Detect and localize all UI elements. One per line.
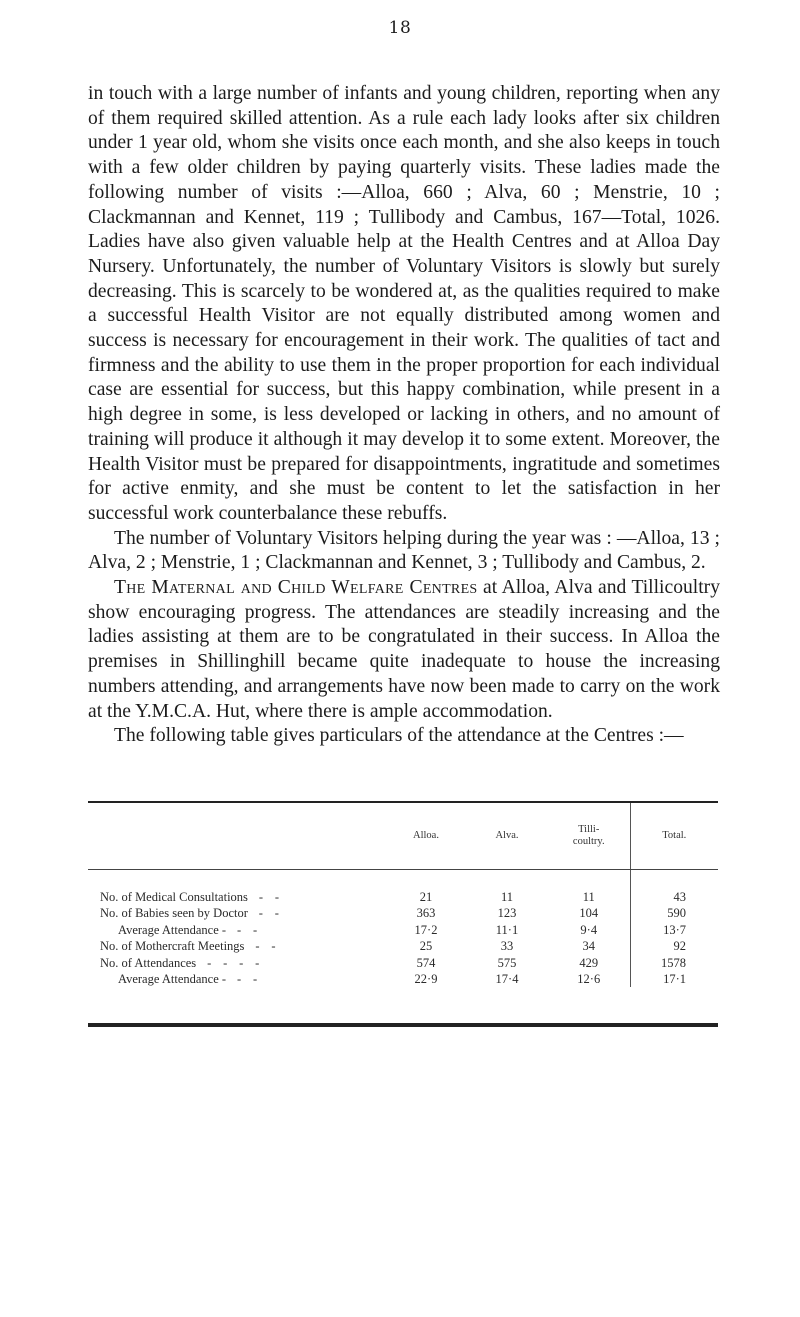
table-row [88, 905, 718, 921]
cell-tillicoultry: 34 [582, 939, 595, 954]
paragraph-table-intro: The following table gives particulars of the attendance at the Centres :— [114, 725, 684, 747]
cell-alloa: 21 [419, 890, 433, 904]
header-blank [88, 803, 386, 870]
cell-total: 17·1 [630, 971, 718, 987]
cell-alva: 123 [497, 906, 517, 921]
attendance-table [88, 801, 718, 1027]
table-row [88, 938, 718, 954]
row-label: No. of Medical Consultations - - [100, 890, 279, 904]
cell-total: 590 [630, 905, 718, 921]
row-label: No. of Attendances - - - - [100, 955, 260, 970]
cell-tillicoultry: 429 [579, 955, 599, 970]
table-row [88, 955, 718, 971]
row-label: No. of Mothercraft Meetings - - [100, 939, 276, 954]
cell-total: 43 [630, 870, 718, 906]
cell-total: 1578 [630, 955, 718, 971]
row-label: Average Attendance - - - [118, 972, 258, 987]
row-label: Average Attendance - - - [118, 922, 258, 937]
table-header-row [88, 803, 718, 870]
header-alva: Alva. [466, 803, 548, 870]
header-tillicoultry: Tilli- coultry. [548, 803, 630, 870]
section-heading: The Maternal and Child Welfare Centres [114, 577, 478, 599]
cell-alva: 17·4 [495, 972, 519, 987]
cell-tillicoultry: 12·6 [577, 972, 601, 987]
cell-alva: 575 [497, 955, 517, 970]
body-text [88, 82, 720, 749]
table-row [88, 922, 718, 938]
paragraph-visits: in touch with a large number of infants and young children, reporting when any of them required skilled attention. As a rule each lady looks after six children under 1 year old, whom she visits once each month, and she also keeps in touch with a few older children by paying quarterly visits. These ladies made the following number of visits :—Alloa, 660 ; Alva, 60 ; Menstrie, 10 ; Clackmannan and Kennet, 119 ; Tullibody and Cambus, 167—Total, 1026. Ladies have also given valuable help at the Health Centres and at Alloa Day Nursery. Unfortunately, the number of Voluntary Visitors is slowly but surely decreasing. This is scarcely to be wondered at, as the qualities required to make a successful Health Visitor are not equally distributed among women and success is necessary for encouragement in their work. The qualities of tact and firmness and the ability to use them in the proper proportion for each individual case are essential for success, but this happy combination, while present in a high degree in some, is less developed or lacking in others, and no amount of training will produce it although it may develop it to some extent. Moreover, the Health Visitor must be prepared for disappointments, ingratitude and sometimes for active enmity, and she must be content to let the satisfaction in her successful work counterbalance these rebuffs. [88, 83, 720, 524]
row-label: No. of Babies seen by Doctor - - [100, 906, 279, 921]
header-total: Total. [630, 803, 718, 870]
page-number: 18 [388, 18, 412, 38]
cell-tillicoultry: 11 [582, 890, 595, 904]
cell-total: 92 [630, 938, 718, 954]
table-row [88, 870, 718, 906]
table-row [88, 971, 718, 987]
paragraph-centres [88, 576, 720, 724]
paragraph-centres-text: at Alloa, Alva and Tillicoultry show encouraging progress. The attendances are steadily increasing and the ladies assisting at them are to be congratulated in their success. In Alloa the premises in Shillinghill became quite inadequate to house the increasing numbers attending, and arrangements have now been made to carry on the work at the Y.M.C.A. Hut, where there is ample accommodation. [88, 577, 721, 722]
cell-alva: 11 [500, 890, 514, 904]
header-alloa: Alloa. [386, 803, 466, 870]
cell-alloa: 17·2 [414, 922, 438, 937]
cell-tillicoultry: 104 [579, 906, 599, 921]
cell-tillicoultry: 9·4 [580, 922, 598, 937]
cell-total: 13·7 [630, 922, 718, 938]
cell-alva: 11·1 [495, 922, 519, 937]
cell-alloa: 25 [419, 939, 433, 954]
cell-alloa: 574 [416, 955, 436, 970]
cell-alloa: 363 [416, 906, 436, 921]
cell-alloa: 22·9 [414, 972, 438, 987]
cell-alva: 33 [500, 939, 514, 954]
paragraph-voluntary-visitors: The number of Voluntary Visitors helping during the year was : —Alloa, 13 ; Alva, 2 ; Menstrie, 1 ; Clackmannan and Kennet, 3 ; Tullibody and Cambus, 2. [88, 527, 720, 574]
